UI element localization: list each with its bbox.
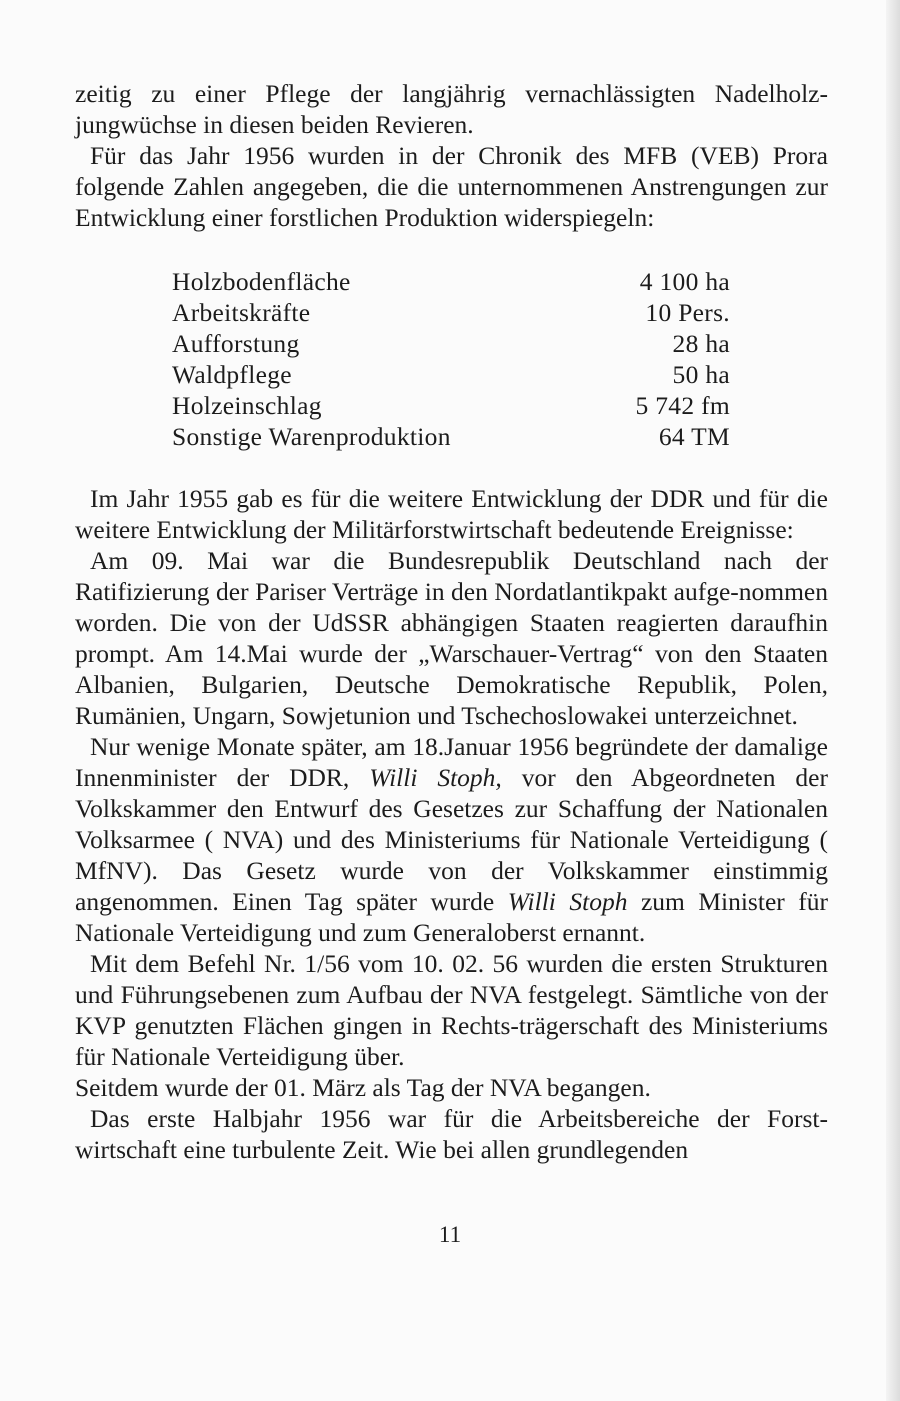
person-name: Willi Stoph [507,887,628,916]
stat-value: 4 100 ha [639,267,730,296]
stat-row [172,328,730,359]
stat-label: Waldpflege [172,360,292,389]
paragraph-1955-events: Im Jahr 1955 gab es für die weitere Entwicklung der DDR und für die weitere Entwicklung der Militärforstwirtschaft bedeutende Ereignisse: [75,484,828,544]
stat-label: Aufforstung [172,329,300,358]
paragraph-nato-warsaw: Am 09. Mai war die Bundesrepublik Deutschland nach der Ratifizierung der Pariser Verträge in den Nordatlantikpakt aufge-nommen worden. Die von der UdSSR abhängigen Staaten reagierten daraufhin prompt. Am 14.Mai wurde der „Warschauer-Vertrag“ von den Staaten Albanien, Bulgarien, Deutsche Demokratische Republik, Polen, Rumänien, Ungarn, Sowjetunion und Tschechoslowakei unterzeichnet. [75,546,828,730]
person-name: Willi Stoph, [369,763,502,792]
stat-value: 5 742 fm [635,391,730,420]
paragraph-halbjahr: Das erste Halbjahr 1956 war für die Arbeitsbereiche der Forst-wirtschaft eine turbulente Zeit. Wie bei allen grundlegenden [75,1104,828,1164]
stat-value: 64 TM [658,422,730,451]
text-run: Nur wenige Monate später, am 18.Januar 1956 begründete der damalige Innenminister der DDR, [75,732,828,792]
stat-label: Holzbodenfläche [172,267,351,296]
text-run: vor den Abgeordneten der Volkskammer den Entwurf des Gesetzes zur Schaffung der Nationalen Volksarmee ( NVA) und des Ministeriums für Nationale Verteidigung ( MfNV). Das Gesetz wurde von der Volkskammer einstimmig angenommen. Einen Tag später wurde [75,763,828,916]
stat-row [172,297,730,328]
paragraph-befehl: Mit dem Befehl Nr. 1/56 vom 10. 02. 56 wurden die ersten Strukturen und Führungsebenen zum Aufbau der NVA festgelegt. Sämtliche von der KVP genutzten Flächen gingen in Rechts-trägerschaft des Ministeriums für Nationale Verteidigung über. [75,949,828,1071]
stat-label: Sonstige Warenproduktion [172,422,451,451]
production-figures-table [172,266,730,452]
stat-row [172,390,730,421]
paragraph-chronik-intro: Für das Jahr 1956 wurden in der Chronik des MFB (VEB) Prora folgende Zahlen angegeben, die die unternommenen Anstrengungen zur Entwicklung einer forstlichen Produktion widerspiegeln: [75,141,828,232]
stat-value: 10 Pers. [645,298,730,327]
text-block-main [75,483,828,1165]
paragraph-continuation: zeitig zu einer Pflege der langjährig vernachlässigten Nadelholz-jungwüchse in diesen beiden Revieren. [75,79,828,139]
stat-value: 28 ha [672,329,730,358]
stat-value: 50 ha [672,360,730,389]
stat-label: Arbeitskräfte [172,298,311,327]
paragraph-nva-law [75,731,828,948]
page-edge-shadow [886,0,900,1401]
paragraph-nva-day: Seitdem wurde der 01. März als Tag der NVA begangen. [75,1073,651,1102]
page-number: 11 [438,1222,462,1247]
text-block-top [75,78,828,233]
stat-row [172,266,730,297]
text-run: zum Minister für Nationale Verteidigung und zum Generaloberst ernannt. [75,887,828,947]
stat-row [172,359,730,390]
stat-row [172,421,730,452]
stat-label: Holzeinschlag [172,391,322,420]
